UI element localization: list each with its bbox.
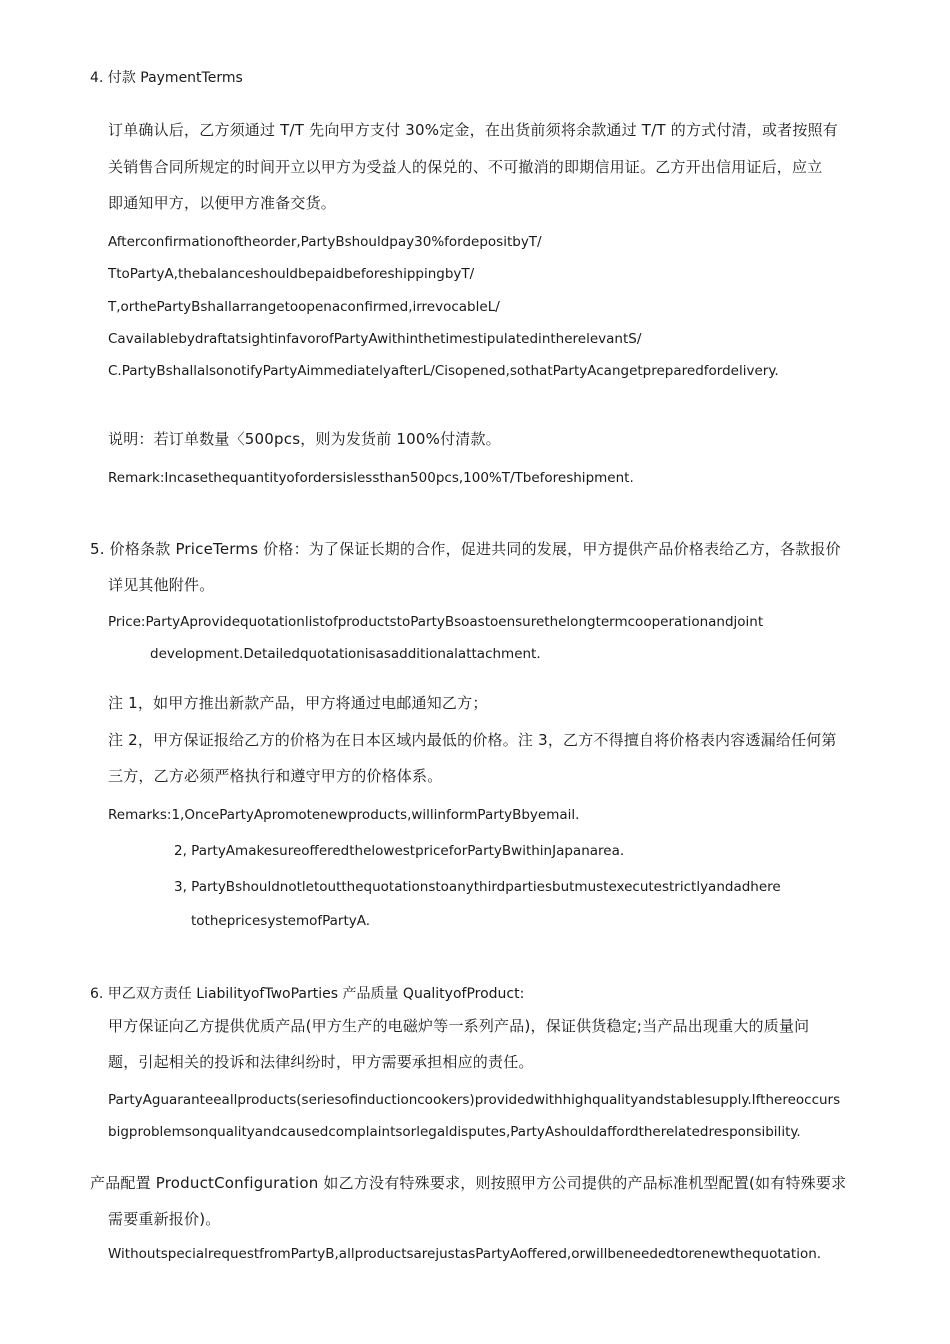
- section-5-remark-2: 2, PartyAmakesureofferedthelowestpriceforPartyBwithinJapanarea.: [174, 843, 625, 859]
- section-4-cn-line-2: 关销售合同所规定的时间开立以甲方为受益人的保兑的、不可撤消的即期信用证。乙方开出信用证后，应立: [108, 158, 823, 176]
- section-5-cn-line-2: 详见其他附件。: [108, 576, 215, 594]
- section-4-note-cn: 说明：若订单数量〈500pcs，则为发货前 100%付清款。: [108, 430, 501, 448]
- section-4-note-en: Remark:Incasethequantityofordersislessthan500pcs,100%T/Tbeforeshipment.: [108, 470, 634, 486]
- section-6-cn-line-2: 题，引起相关的投诉和法律纠纷时，甲方需要承担相应的责任。: [108, 1053, 534, 1071]
- config-cn-line-1: 产品配置 ProductConfiguration 如乙方没有特殊要求，则按照甲方公司提供的产品标准机型配置(如有特殊要求: [90, 1174, 847, 1192]
- section-6-en-line-2: bigproblemsonqualityandcausedcomplaintsorlegaldisputes,PartyAshouldaffordtherelatedresponsibility.: [108, 1124, 801, 1140]
- section-5-remark-1: Remarks:1,OncePartyApromotenewproducts,willinformPartyBbyemail.: [108, 807, 580, 823]
- section-4-cn-line-1: 订单确认后，乙方须通过 T/T 先向甲方支付 30%定金，在出货前须将余款通过 T/T 的方式付清，或者按照有: [108, 121, 838, 139]
- section-4-en-line-3: T,orthePartyBshallarrangetoopenaconfirmed,irrevocableL/: [108, 299, 500, 315]
- section-5-remark-3: 3, PartyBshouldnotletoutthequotationstoanythirdpartiesbutmustexecutestrictlyandadhere: [174, 879, 781, 895]
- section-4-en-line-4: CavailablebydraftatsightinfavorofPartyAwithinthetimestipulatedintherelevantS/: [108, 331, 642, 347]
- section-5-heading: 5. 价格条款 PriceTerms 价格：为了保证长期的合作，促进共同的发展，甲方提供产品价格表给乙方，各款报价: [90, 540, 841, 558]
- section-5-en-line-1: Price:PartyAprovidequotationlistofproductstoPartyBsoastoensurethelongtermcooperationandjoint: [108, 614, 764, 630]
- section-5-note-1-cn: 注 1，如甲方推出新款产品，甲方将通过电邮通知乙方；: [108, 694, 488, 712]
- config-cn-line-2: 需要重新报价)。: [108, 1210, 221, 1228]
- section-4-cn-line-3: 即通知甲方，以便甲方准备交货。: [108, 194, 337, 212]
- section-5-note-3-cn: 三方，乙方必须严格执行和遵守甲方的价格体系。: [108, 767, 443, 785]
- section-4-en-line-1: Afterconfirmationoftheorder,PartyBshouldpay30%fordepositbyT/: [108, 234, 542, 250]
- section-6-cn-line-1: 甲方保证向乙方提供优质产品(甲方生产的电磁炉等一系列产品)，保证供货稳定;当产品出现重大的质量问: [108, 1017, 810, 1035]
- section-6-heading: 6. 甲乙双方责任 LiabilityofTwoParties 产品质量 QualityofProduct:: [90, 986, 525, 1002]
- section-4-en-line-2: TtoPartyA,thebalanceshouldbepaidbeforeshippingbyT/: [108, 266, 475, 282]
- section-5-note-2-cn: 注 2，甲方保证报给乙方的价格为在日本区域内最低的价格。注 3，乙方不得擅自将价格表内容透漏给任何第: [108, 731, 837, 749]
- section-5-en-line-2: development.Detailedquotationisasadditionalattachment.: [150, 646, 541, 662]
- section-4-en-line-5: C.PartyBshallalsonotifyPartyAimmediatelyafterL/Cisopened,sothatPartyAcangetpreparedfordelivery.: [108, 363, 779, 379]
- section-6-en-line-1: PartyAguaranteeallproducts(seriesofinductioncookers)providedwithhighqualityandstablesupply.Ifthereoccurs: [108, 1092, 841, 1108]
- section-5-remark-3-cont: tothepricesystemofPartyA.: [191, 913, 371, 929]
- section-4-heading: 4. 付款 PaymentTerms: [90, 70, 243, 86]
- config-en-line: WithoutspecialrequestfromPartyB,allproductsarejustasPartyAoffered,orwillbeneededtorenewthequotation.: [108, 1246, 822, 1262]
